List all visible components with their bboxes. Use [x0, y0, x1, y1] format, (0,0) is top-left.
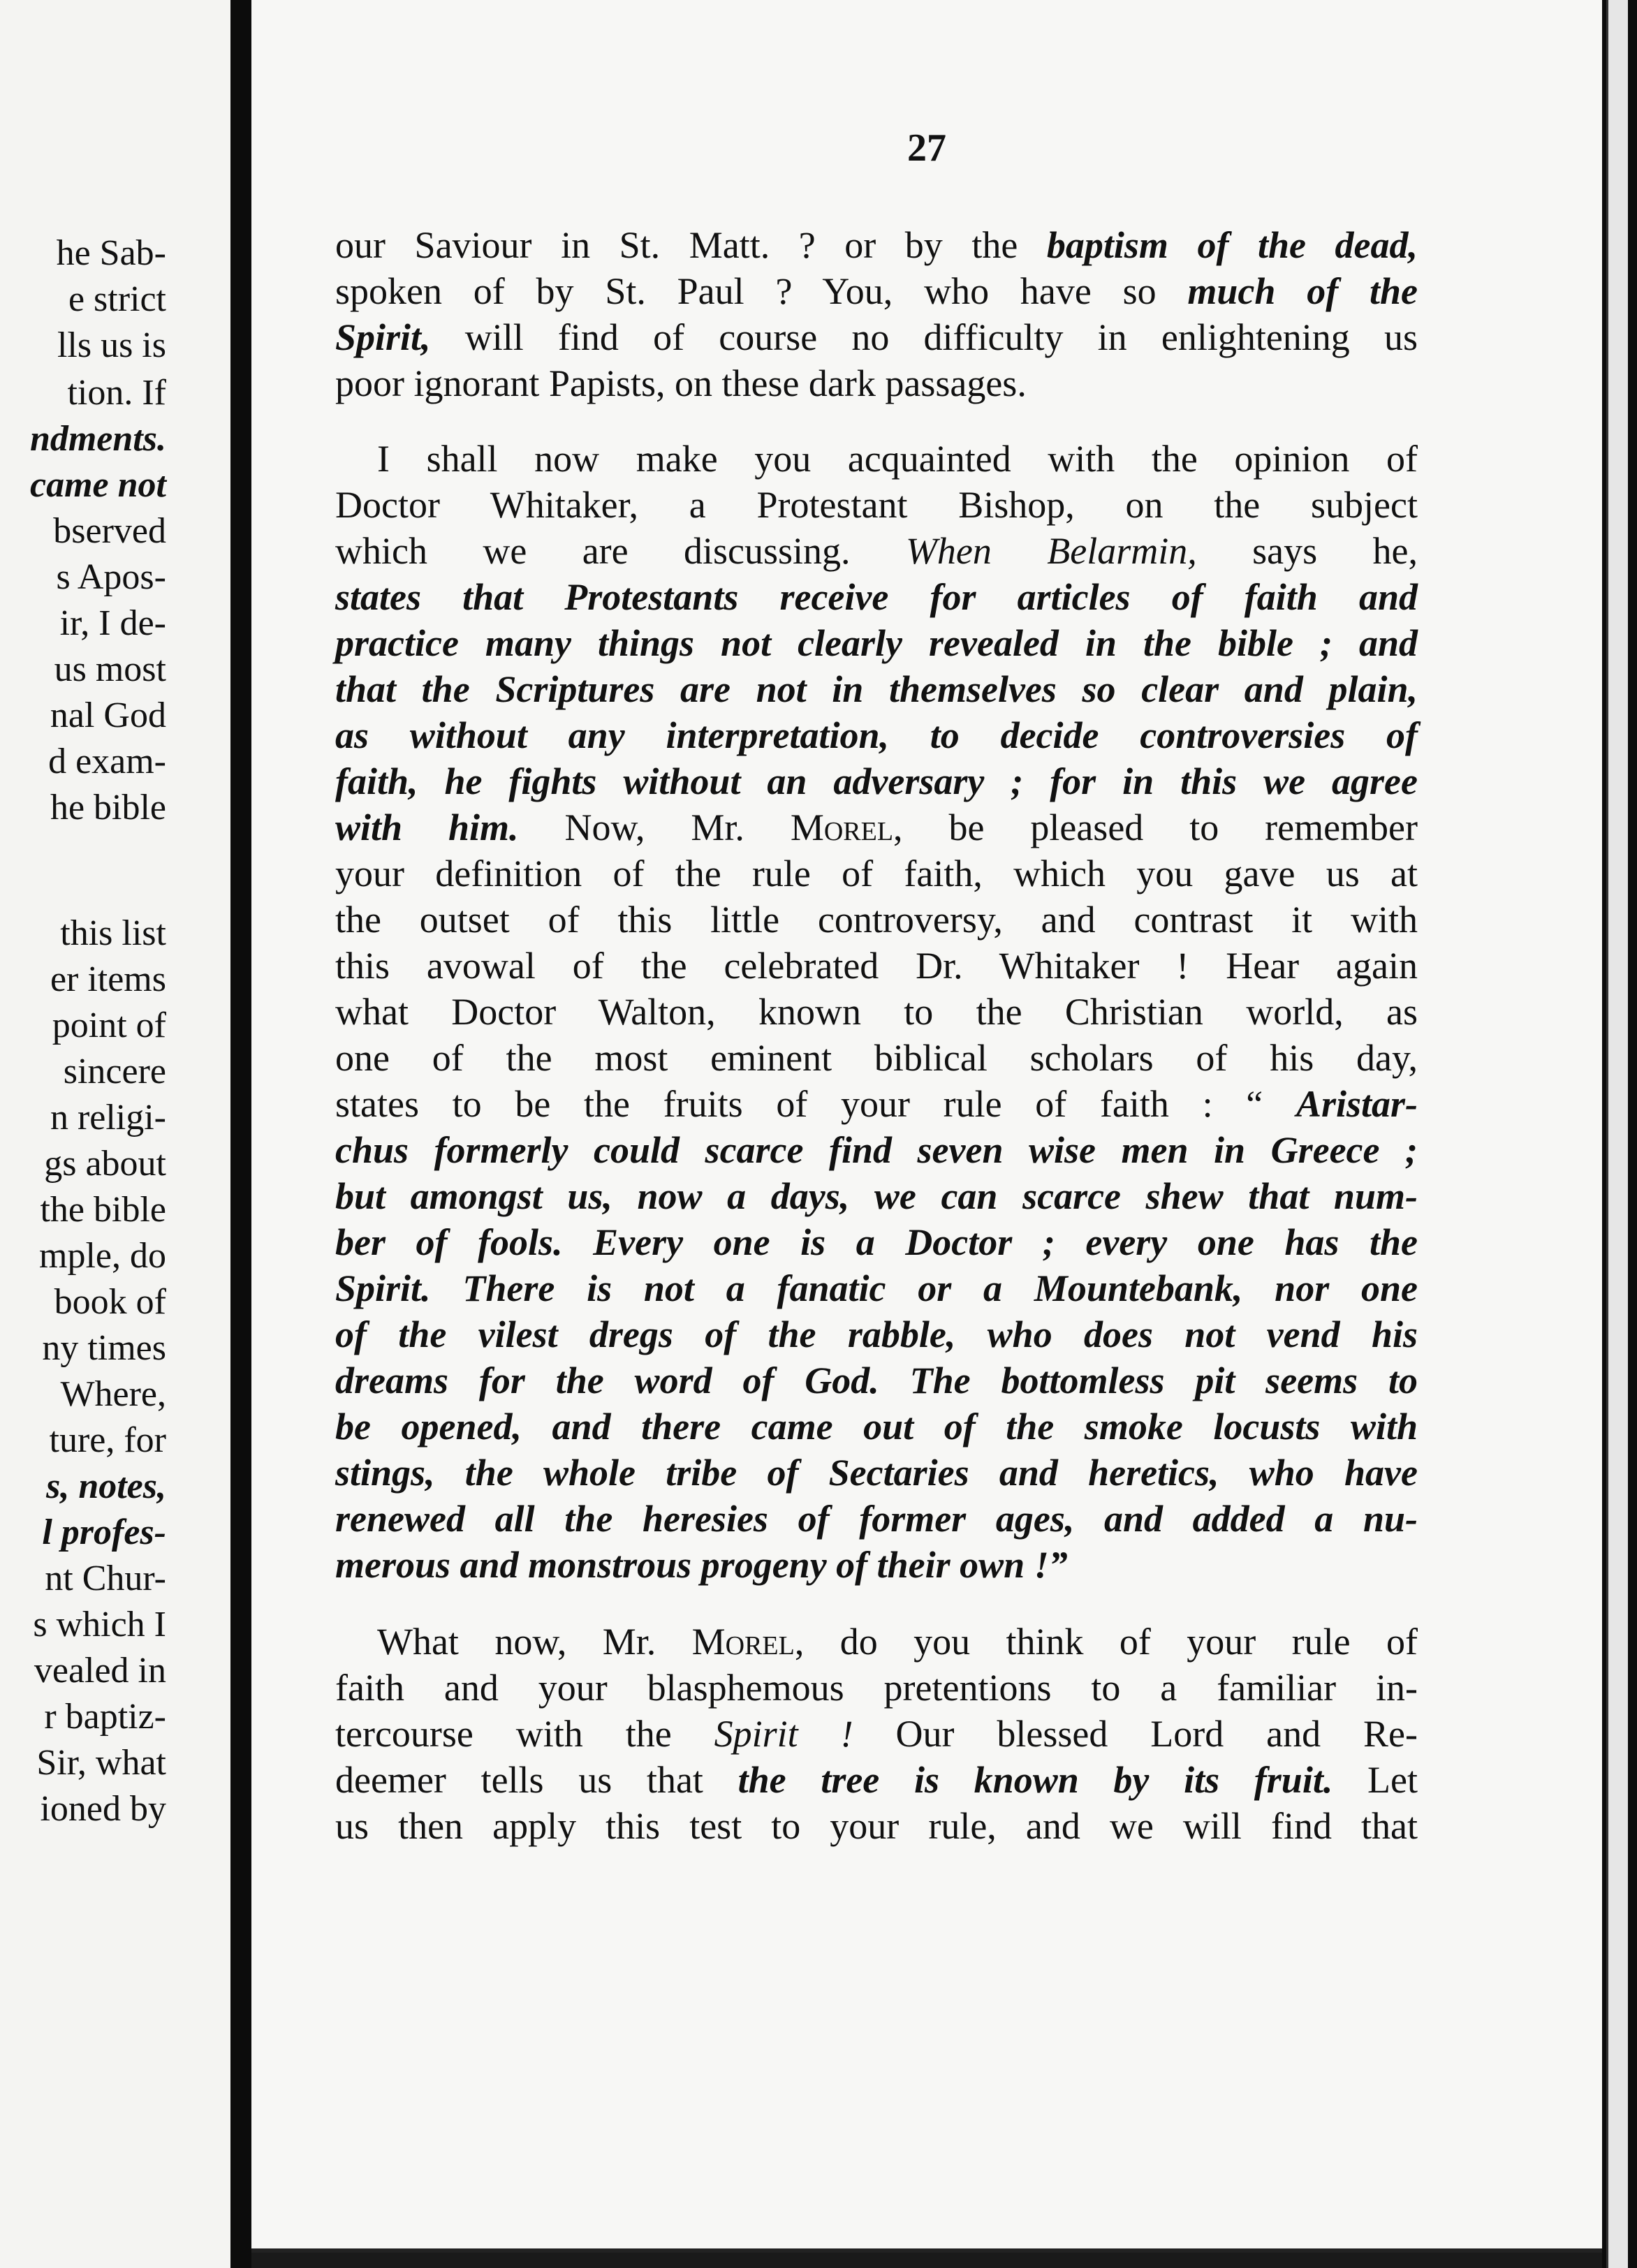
facing-line: tion. If [67, 373, 166, 413]
facing-line: vealed in [34, 1651, 166, 1691]
facing-line: the bible [40, 1190, 166, 1230]
text-line: faith and your blasphemous pretentions to a familiar in- [335, 1667, 1418, 1709]
text-line: tercourse with the Spirit ! Our blessed Lord and Re- [335, 1713, 1418, 1755]
facing-page-fragment [0, 0, 230, 2268]
text-line: what Doctor Walton, known to the Christian world, as [335, 991, 1418, 1033]
text-line: this avowal of the celebrated Dr. Whitaker ! Hear again [335, 945, 1418, 987]
facing-line: ny times [42, 1328, 166, 1368]
facing-line: bserved [53, 511, 166, 551]
facing-line: lls us is [57, 325, 166, 365]
book-page [251, 0, 1602, 2253]
book-edge [1602, 0, 1637, 2268]
facing-line: ir, I de- [59, 603, 166, 643]
text-line: merous and monstrous progeny of their own !” [335, 1544, 1068, 1586]
facing-line: l profes- [42, 1512, 166, 1552]
text-line: Doctor Whitaker, a Protestant Bishop, on the subject [335, 484, 1418, 526]
text-line: renewed all the heresies of former ages, and added a nu- [335, 1498, 1418, 1540]
facing-line: ndments. [29, 419, 166, 459]
text-line: I shall now make you acquainted with the opinion of [377, 438, 1418, 480]
facing-line: sincere [63, 1052, 166, 1091]
facing-line: s Apos- [56, 557, 166, 597]
text-line: faith, he fights without an adversary ; for in this we agree [335, 760, 1418, 802]
facing-line: s which I [33, 1605, 166, 1644]
facing-line: Where, [60, 1374, 166, 1414]
text-line: states that Protestants receive for articles of faith and [335, 576, 1418, 618]
facing-line: us most [54, 649, 166, 689]
text-line: ber of fools. Every one is a Doctor ; every one has the [335, 1221, 1418, 1263]
text-line: as without any interpretation, to decide controversies of [335, 714, 1418, 756]
facing-line: Sir, what [36, 1743, 166, 1783]
text-line: practice many things not clearly revealed in the bible ; and [335, 622, 1418, 664]
text-line: your definition of the rule of faith, which you gave us at [335, 853, 1418, 894]
text-line: spoken of by St. Paul ? You, who have so much of the [335, 270, 1418, 312]
text-line: poor ignorant Papists, on these dark passages. [335, 362, 1027, 404]
text-line: be opened, and there came out of the smoke locusts with [335, 1406, 1418, 1448]
text-line: deemer tells us that the tree is known by its fruit. Let [335, 1759, 1418, 1801]
facing-line: nal God [50, 695, 166, 735]
text-line: one of the most eminent biblical scholars of his day, [335, 1037, 1418, 1079]
text-line: stings, the whole tribe of Sectaries and heretics, who have [335, 1452, 1418, 1494]
facing-line: this list [60, 913, 166, 953]
facing-line: came not [30, 465, 166, 505]
text-line: the outset of this little controversy, and contrast it with [335, 899, 1418, 941]
text-line: What now, Mr. Morel, do you think of your rule of [377, 1621, 1418, 1663]
facing-line: he bible [50, 788, 166, 827]
facing-line: ture, for [49, 1420, 166, 1460]
facing-line: s, notes, [46, 1466, 166, 1506]
facing-line: gs about [44, 1144, 166, 1184]
facing-line: nt Chur- [45, 1559, 166, 1598]
text-line: states to be the fruits of your rule of faith : “ Aristar- [335, 1083, 1418, 1125]
text-line: chus formerly could scarce find seven wise men in Greece ; [335, 1129, 1418, 1171]
text-line: that the Scriptures are not in themselves so clear and plain, [335, 668, 1418, 710]
page-number: 27 [907, 126, 946, 170]
text-line: which we are discussing. When Belarmin, says he, [335, 530, 1418, 572]
facing-line: e strict [68, 279, 166, 319]
text-line: dreams for the word of God. The bottomless pit seems to [335, 1360, 1418, 1401]
text-line: us then apply this test to your rule, and we will find that [335, 1805, 1418, 1847]
facing-line: mple, do [39, 1236, 166, 1276]
text-line: our Saviour in St. Matt. ? or by the baptism of the dead, [335, 224, 1418, 266]
facing-line: point of [52, 1006, 166, 1045]
book-gutter [230, 0, 251, 2268]
facing-line: n religi- [50, 1098, 166, 1137]
facing-line: er items [50, 959, 166, 999]
facing-line: d exam- [48, 742, 166, 781]
text-line: Spirit, will find of course no difficulty in enlightening us [335, 316, 1418, 358]
text-line: but amongst us, now a days, we can scarce shew that num- [335, 1175, 1418, 1217]
facing-line: r baptiz- [44, 1697, 166, 1737]
text-line: Spirit. There is not a fanatic or a Mountebank, nor one [335, 1267, 1418, 1309]
facing-line: ioned by [40, 1789, 166, 1829]
text-line: with him. Now, Mr. Morel, be pleased to remember [335, 807, 1418, 848]
facing-line: book of [54, 1282, 166, 1322]
text-line: of the vilest dregs of the rabble, who does not vend his [335, 1313, 1418, 1355]
facing-line: he Sab- [56, 233, 166, 273]
